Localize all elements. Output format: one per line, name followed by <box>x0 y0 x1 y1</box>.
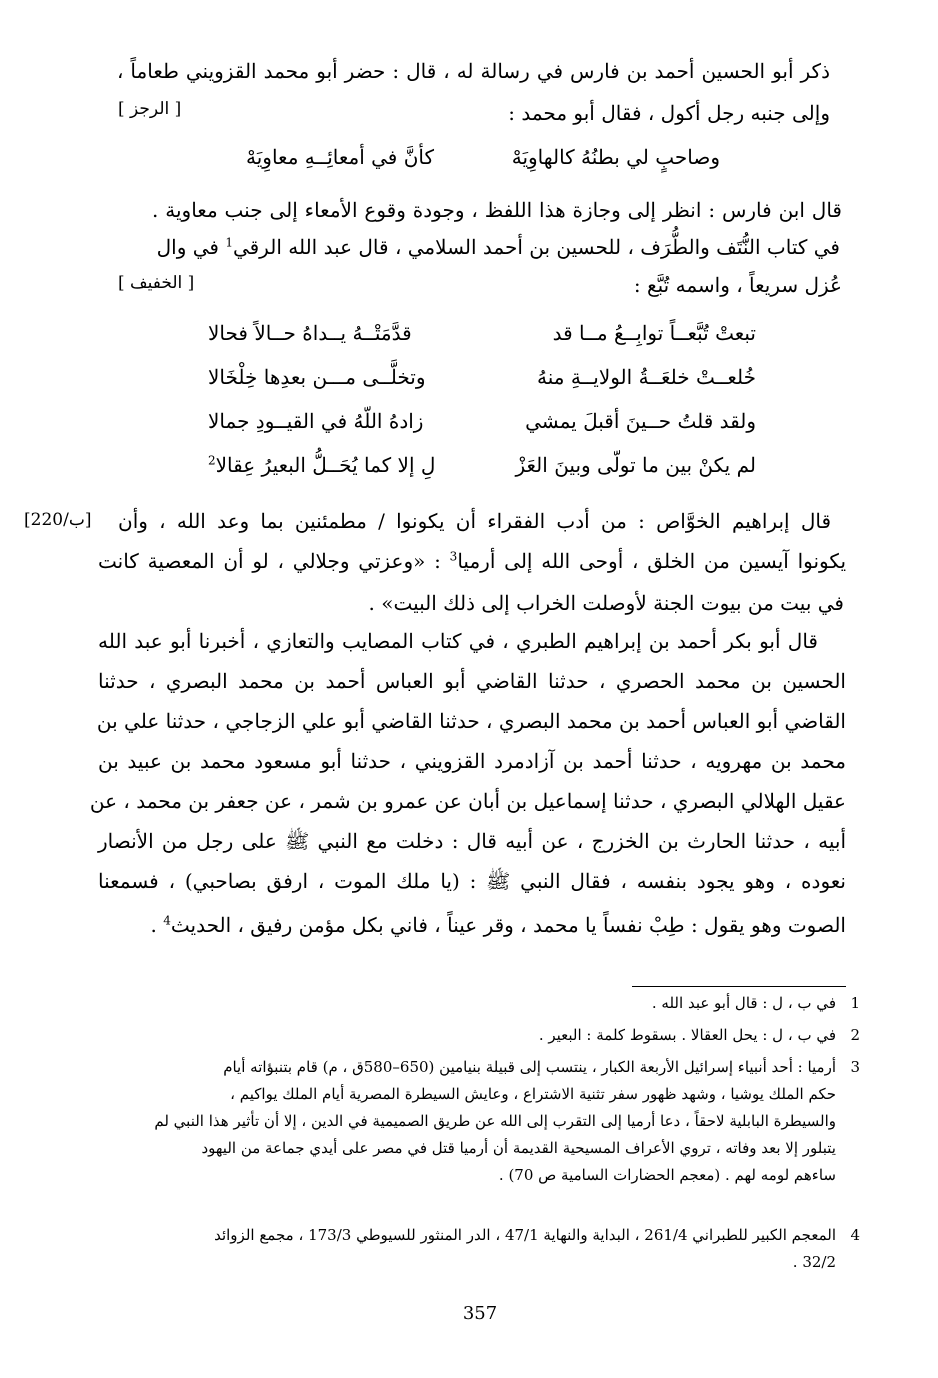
text-segment: يكونوا آيسين من الخلق ، أوحى الله إلى أرميا <box>457 549 847 573</box>
text-line: وإلى جنبه رجل أكول ، فقال أبو محمد : <box>508 101 830 125</box>
footnote-number: 4 <box>850 1226 860 1244</box>
footnote <box>98 990 860 1017</box>
text-line: عقيل الهلالي البصري ، حدثنا إسماعيل بن أبان عن عمرو بن شمر ، عن جعفر بن محمد ، عن <box>89 789 846 813</box>
text-line: القاضي أبو العباس أحمد بن محمد البصري ، حدثنا القاضي أبو علي الزجاجي ، حدثنا علي بن <box>96 709 846 733</box>
footnote <box>98 1222 860 1276</box>
text-segment: الصوت وهو يقول : طِبْ نفساً يا محمد ، وقر عيناً ، فاني بكل مؤمن رفيق ، الحديث <box>170 913 846 937</box>
text-line: قال ابن فارس : انظر إلى وجازة هذا اللفظ ، وجودة وقوع الأمعاء إلى جنب معاوية . <box>152 198 842 222</box>
page-number: 357 <box>462 1303 498 1324</box>
text-line <box>98 546 846 576</box>
verse-sadr: لم يكنْ بين ما تولّى وبينَ العَزْ <box>515 453 756 477</box>
footnote-ref: 4 <box>163 913 171 928</box>
verse-ajuz: قدَّمَتْــهُ يــداهُ حــالاً فحالا <box>208 321 412 345</box>
footnote-text: أرميا : أحد أنبياء إسرائيل الأربعة الكبار ، ينتسب إلى قبيلة بنيامين (650–580ق ، م) قام بتنبؤاته أيام <box>223 1058 836 1076</box>
footnote-text: في ب ، ل : قال أبو عبد الله . <box>651 994 836 1012</box>
text-line: قال أبو بكر أحمد بن إبراهيم الطبري ، في كتاب المصايب والتعازي ، أخبرنا أبو عبد الله <box>98 629 818 653</box>
verse-ajuz <box>208 450 435 480</box>
footnote-number: 1 <box>850 994 860 1012</box>
footnote-ref: 2 <box>208 453 216 468</box>
footnote-text: والسيطرة البابلية لاحقاً ، دعا أرميا إلى التقرب إلى الله عن طريق الصميمية في الدين ، إلا أن تأثير هذا النبي لم <box>154 1112 836 1130</box>
text-segment: . <box>150 913 157 937</box>
verse-sadr: خُلعــتْ خلعَــةُ الولايــةِ منهُ <box>536 365 756 389</box>
manuscript-folio-marker: [220/ب] <box>24 510 92 530</box>
meter-label-khafif: [ الخفيف ] <box>118 273 195 293</box>
footnote-text: حكم الملك يوشيا ، وشهد ظهور سفر تثنية الاشتراع ، وعايش السيطرة المصرية أيام الملك يواكيم ، <box>230 1085 836 1103</box>
verse-text: لِ إلا كما يُحَــلُّ البعيرُ عِقالا <box>215 453 436 477</box>
text-line <box>157 232 840 262</box>
text-segment: : «وعزتي وجلالي ، لو أن المعصية كانت <box>98 549 441 573</box>
text-line: عُزل سريعاً ، واسمه تُبَّع : <box>633 273 842 297</box>
footnote-divider <box>632 986 846 987</box>
text-line: قال إبراهيم الخوَّاص : من أدب الفقراء أن يكونوا / مطمئنين بما وعد الله ، وأن <box>118 509 831 533</box>
verse-sadr: تبعتْ تُبَّعــاً توابِــعُ مــا قد <box>552 321 756 345</box>
footnote-text: ساءهم لومه لهم . (معجم الحضارات السامية ص 70) . <box>498 1166 836 1184</box>
text-line: الحسين بن محمد الحصري ، حدثنا القاضي أبو العباس أحمد بن محمد البصري ، حدثنا <box>98 669 846 693</box>
verse-sadr: وصاحبٍ لي بطنُهُ كالهاوِيَهْ <box>511 145 720 169</box>
text-line <box>151 910 846 940</box>
text-line: ذكر أبو الحسين أحمد بن فارس في رسالة له ، قال : حضر أبو محمد القزويني طعاماً ، <box>117 59 830 83</box>
footnote-number: 3 <box>850 1058 860 1076</box>
footnote-text: 32/2 . <box>792 1253 836 1271</box>
footnote <box>98 1022 860 1049</box>
verse-ajuz: وتخلَّــى مـــن بعدِها خِلْخَالا <box>208 365 426 389</box>
text-line: أبيه ، حدثنا الحارث بن الخزرج ، عن أبيه قال : دخلت مع النبي ﷺ على رجل من الأنصار <box>98 829 846 853</box>
footnote-number: 2 <box>850 1026 860 1044</box>
text-segment: في وال <box>156 235 219 259</box>
verse-sadr: ولقد قلتُ حــينَ أقبلَ يمشي <box>525 409 756 433</box>
verse-ajuz: كأنَّ في أمعائِــهِ معاوِيَهْ <box>246 145 435 169</box>
text-line: نعوده ، وهو يجود بنفسه ، فقال النبي ﷺ : (يا ملك الموت ، ارفق بصاحبي) ، فسمعنا <box>98 869 846 893</box>
text-segment: في كتاب النُّتَف والطُّرَف ، للحسين بن أحمد السلامي ، قال عبد الله الرقي <box>232 235 840 259</box>
text-line: محمد بن مهرويه ، حدثنا أحمد بن آزادمرد القزويني ، حدثنا أبو مسعود محمد بن عبيد بن <box>98 749 846 773</box>
meter-label-rajaz: [ الرجز ] <box>118 99 182 119</box>
footnote-text: المعجم الكبير للطبراني 261/4 ، البداية والنهاية 47/1 ، الدر المنثور للسيوطي 173/3 ، مجمع الزوائد <box>214 1226 836 1244</box>
footnote <box>98 1054 860 1189</box>
footnote-text: في ب ، ل : يحل العقالا . بسقوط كلمة : البعير . <box>538 1026 836 1044</box>
text-line: في بيت من بيوت الجنة لأوصلت الخراب إلى ذلك البيت» . <box>368 591 844 615</box>
footnote-ref: 1 <box>225 235 233 250</box>
footnote-text: يتبلور إلا بعد وفاته ، تروي الأعراف المسيحية القديمة أن أرميا قتل في مصر على أيدي جماعة من اليهود <box>201 1139 836 1157</box>
verse-ajuz: زادهُ اللّهُ في القيــودِ جمالا <box>208 409 424 433</box>
footnote-ref: 3 <box>449 549 458 564</box>
